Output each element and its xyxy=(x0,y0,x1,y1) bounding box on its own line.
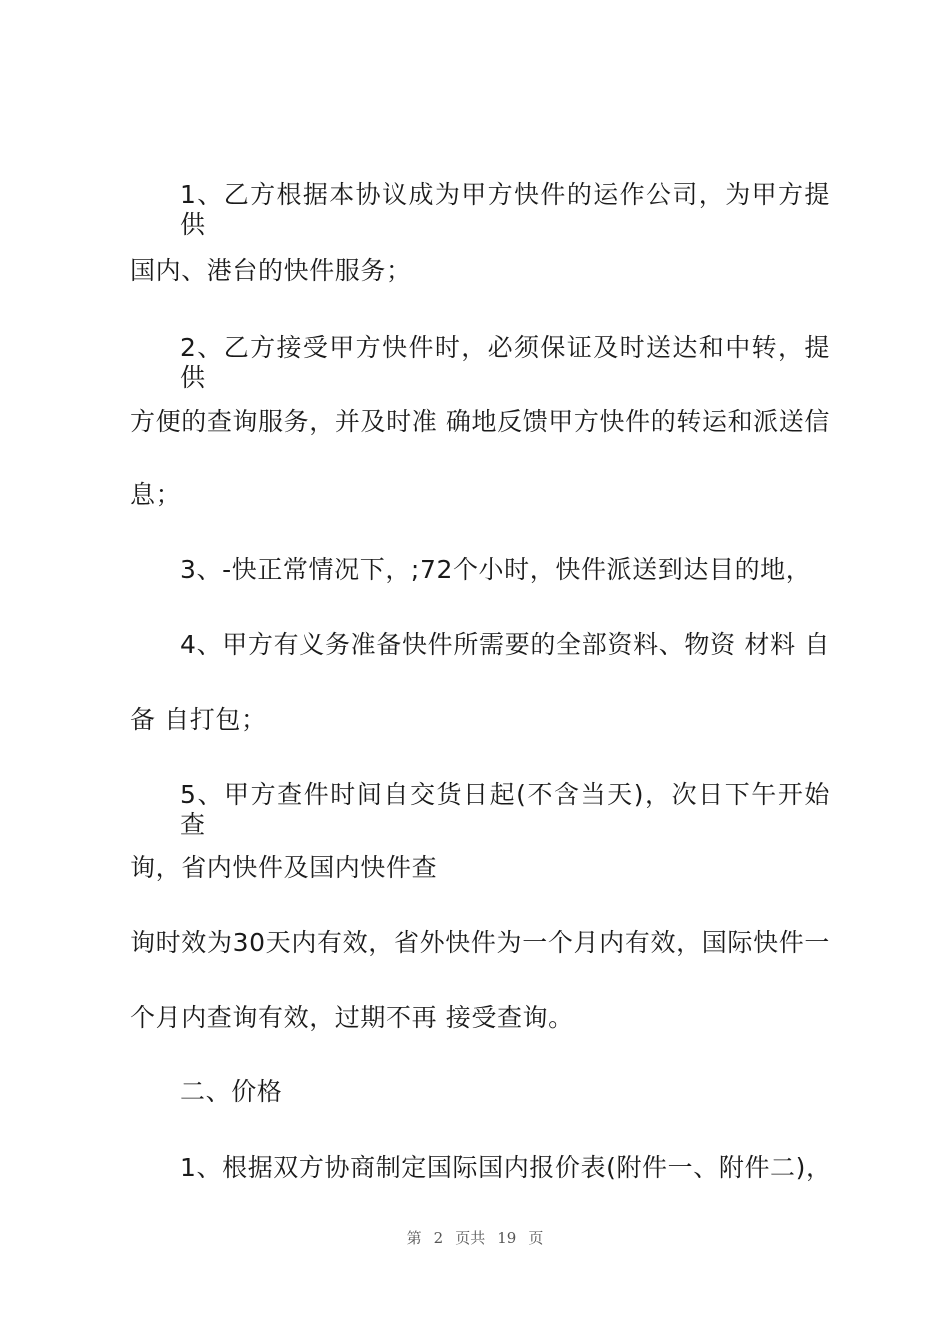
text-line: 3、-快正常情况下，;72个小时，快件派送到达目的地， xyxy=(180,555,812,584)
text-line: 1、乙方根据本协议成为甲方快件的运作公司，为甲方提供 xyxy=(180,180,830,239)
text-line: 4、甲方有义务准备快件所需要的全部资料、物资 材料 自 xyxy=(180,630,830,659)
footer-middle: 页共 xyxy=(455,1229,486,1247)
text-line: 个月内查询有效，过期不再 接受查询。 xyxy=(130,1003,574,1032)
text-line: 5、甲方查件时间自交货日起(不含当天)，次日下午开始查 xyxy=(180,780,830,839)
footer-prefix: 第 xyxy=(406,1229,422,1247)
text-line: 备 自打包； xyxy=(130,705,267,734)
footer-suffix: 页 xyxy=(528,1229,544,1247)
text-line: 2、乙方接受甲方快件时，必须保证及时送达和中转，提供 xyxy=(180,333,830,392)
page-footer xyxy=(0,1228,950,1248)
page-number: 2 xyxy=(433,1229,444,1247)
text-line: 询时效为30天内有效，省外快件为一个月内有效，国际快件一 xyxy=(130,928,830,957)
text-line: 国内、港台的快件服务； xyxy=(130,256,412,285)
text-line: 方便的查询服务，并及时准 确地反馈甲方快件的转运和派送信 xyxy=(130,407,830,436)
text-line: 1、根据双方协商制定国际国内报价表(附件一、附件二)， xyxy=(180,1153,832,1182)
page-total: 19 xyxy=(497,1229,517,1247)
text-line: 询，省内快件及国内快件查 xyxy=(130,853,438,882)
section-heading: 二、价格 xyxy=(180,1077,283,1106)
text-line: 息； xyxy=(130,480,182,509)
